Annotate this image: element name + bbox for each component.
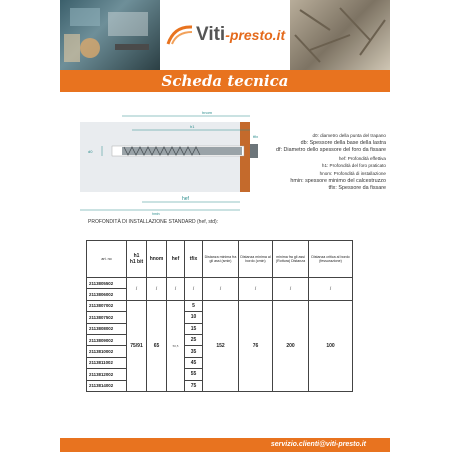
legend xyxy=(240,132,386,193)
cell-tfix: 15 xyxy=(185,323,203,334)
label-tfix: tfix xyxy=(253,134,259,139)
cell-tfix: 35 xyxy=(185,346,203,357)
tools-image xyxy=(60,0,160,70)
cell-cmin: 76 xyxy=(239,300,273,391)
col-ccr: Distanza critica al bordo (fessurazione) xyxy=(309,241,353,278)
cell-code: 2113805502 xyxy=(87,278,127,289)
legend-item: tfix: Spessore da fissare xyxy=(328,185,386,192)
spec-table xyxy=(86,240,353,392)
table-row xyxy=(87,300,353,311)
contact-email: servizio.clienti@viti-presto.it xyxy=(270,441,366,448)
cell-code: 2113807502 xyxy=(87,312,127,323)
cell: / xyxy=(273,278,309,301)
col-h1-label: h1 bit xyxy=(129,259,144,265)
cell-hef: 50,5 xyxy=(167,300,185,391)
table-row xyxy=(87,278,353,289)
col-scr: minima fra gli assi (Rottura) Distanza xyxy=(273,241,309,278)
cell-tfix: 45 xyxy=(185,357,203,368)
legend-item: df: Diametro dello spessore del foro da fissare xyxy=(276,147,386,154)
cell-tfix: 10 xyxy=(185,312,203,323)
header-row xyxy=(87,241,353,278)
col-tfix: tfix xyxy=(185,241,203,278)
legend-item: hef: Profondità effettiva xyxy=(338,155,386,161)
label-hef: hef xyxy=(182,196,189,202)
cell-tfix: 5 xyxy=(185,300,203,311)
label-h1: h1 xyxy=(190,124,195,129)
cell-tfix: 25 xyxy=(185,334,203,345)
cell: / xyxy=(147,278,167,301)
legend-item: hnom: Profondità di installazione xyxy=(319,170,386,176)
screws-image xyxy=(290,0,390,70)
page-title: Scheda tecnica xyxy=(161,72,289,90)
header-photo-tools xyxy=(60,0,160,70)
cell: / xyxy=(185,278,203,301)
cell: / xyxy=(239,278,273,301)
brand-suffix: -presto.it xyxy=(225,27,286,43)
cell-smin: 152 xyxy=(203,300,239,391)
col-smin: Distanza minima fra gli assi (smin) xyxy=(203,241,239,278)
cell-code: 2113807002 xyxy=(87,300,127,311)
legend-item: hmin: spessore minimo del calcestruzzo xyxy=(290,177,386,184)
cell-code: 2113812002 xyxy=(87,369,127,380)
logo-icon xyxy=(166,24,196,46)
header-photo-screws xyxy=(290,0,390,70)
cell-tfix: 55 xyxy=(185,369,203,380)
title-banner xyxy=(60,70,390,92)
cell-ccr: 100 xyxy=(309,300,353,391)
cell-code: 2113814002 xyxy=(87,380,127,391)
cell: / xyxy=(127,278,147,301)
brand-name: Viti xyxy=(196,24,226,45)
col-cmin: Distanza minima al bordo (cmin) xyxy=(239,241,273,278)
label-d0: d0 xyxy=(88,149,93,154)
cell-h1: 75/91 xyxy=(127,300,147,391)
cell-code: 2113806002 xyxy=(87,289,127,300)
legend-item: h1: Profondità del foro praticato xyxy=(321,163,386,169)
col-h1 xyxy=(127,241,147,278)
cell-code: 2113811002 xyxy=(87,357,127,368)
col-hnom: hnom xyxy=(147,241,167,278)
legend-item: db: Spessore della base della lastra xyxy=(300,139,386,146)
cell-hnom: 65 xyxy=(147,300,167,391)
section-subtitle: PROFONDITÀ DI INSTALLAZIONE STANDARD (hef, std): xyxy=(88,219,219,225)
label-hnom: hnom xyxy=(202,110,213,115)
concrete-block xyxy=(80,122,240,192)
cell-scr: 200 xyxy=(273,300,309,391)
col-hef: hef xyxy=(167,241,185,278)
cell-code: 2113809002 xyxy=(87,334,127,345)
col-h1-prefix: h1 xyxy=(133,253,140,259)
legend-item: d0: diametro della punta del trapano xyxy=(312,133,386,138)
cell: / xyxy=(167,278,185,301)
cell: / xyxy=(203,278,239,301)
label-hmin: hmin xyxy=(152,212,160,216)
footer-bar xyxy=(60,438,390,452)
cell-code: 2113810002 xyxy=(87,346,127,357)
cell-tfix: 75 xyxy=(185,380,203,391)
cell-code: 2113808002 xyxy=(87,323,127,334)
cell: / xyxy=(309,278,353,301)
col-code: art. no xyxy=(87,241,127,278)
logo-text xyxy=(196,24,285,46)
logo-area xyxy=(160,0,290,70)
